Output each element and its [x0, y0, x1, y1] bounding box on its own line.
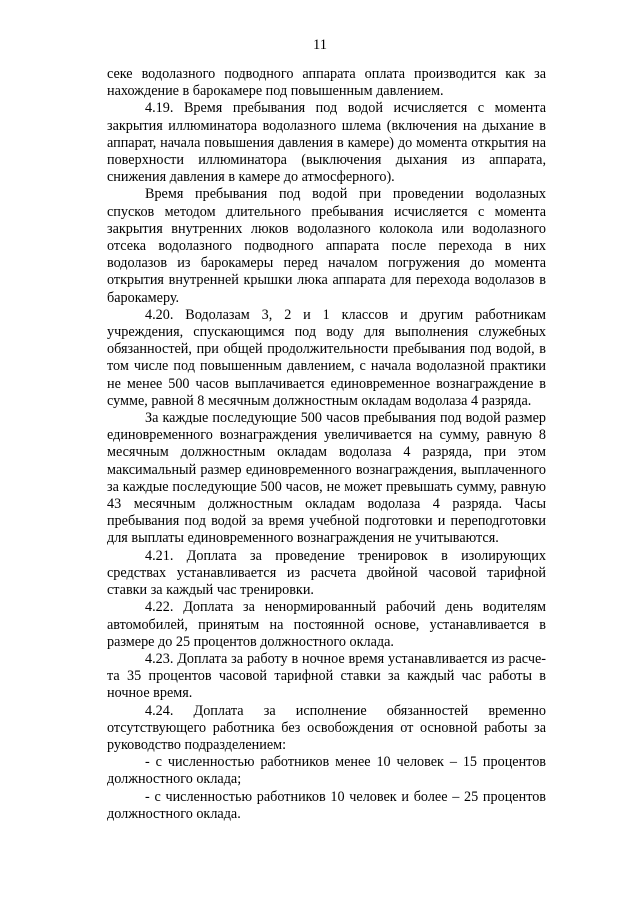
page-number: 11 [313, 37, 327, 53]
paragraph-4-21: 4.21. Доплата за проведение тренировок в изолирующих средствах устанавливается из расчета двойной часовой тарифной ставки за каждый час тренировки. [107, 547, 546, 599]
paragraph-4-23: 4.23. Доплата за работу в ночное время устанавливается из расчета 35 процентов часовой тарифной ставки за каждый час работы в ночное время. [107, 650, 546, 702]
paragraph-4-22: 4.22. Доплата за ненормированный рабочий день водителям автомобилей, принятым на постоянной основе, устанавливается в размере до 25 процентов должностного оклада. [107, 599, 546, 650]
paragraph-4-19-long-stay: Время пребывания под водой при проведении водолазных спусков методом длительного пребывания исчисляется с момента закрытия внутренних люков водолазного колокола или водолазного отсека водолазного подводного аппарата после перехода в них водолазов из барокамеры перед началом погружения до момента открытия внутренней крышки люка аппарата для перехода водолазов в барокамеру. [107, 186, 546, 306]
paragraph-4-19: 4.19. Время пребывания под водой исчисляется с момента закрытия иллюминатора водолазного шлема (включения на дыхание в аппарат, начала повышения давления в камере) до момента открытия на поверхности иллюминатора (выключения дыхания из аппарата, снижения давления в камере до атмосферного). [107, 100, 546, 186]
paragraph-4-20-subsequent-hours: За каждые последующие 500 часов пребывания под водой размер единовременного вознаграждения увеличивается на сумму, равную 8 месячным должностным окладам водолаза 4 разряда, при этом максимальный размер единовременного вознаграждения, выплаченного за каждые последующие 500 часов, не может превышать сумму, равную 43 месячным должностным окладам водолаза 4 разряда. Часы пребывания под водой за время учебной подготовки и переподготовки для выплаты единовременного вознаграждения не учитываются. [107, 410, 546, 547]
list-item-10-and-more: - с численностью работников 10 человек и более – 25 процентов должностного оклада. [107, 788, 546, 822]
document-body [107, 66, 546, 823]
paragraph-4-20: 4.20. Водолазам 3, 2 и 1 классов и другим работникам учреждения, спускающимся под воду для выполнения служебных обязанностей, при общей продолжительности пребывания под водой, в том числе под повышенным давлением, с начала водолазной практики не менее 500 часов выплачивается единовременное вознаграждение в сумме, равной 8 месячным должностным окладам водолаза 4 разряда. [107, 306, 546, 409]
paragraph-4-24: 4.24. Доплата за исполнение обязанностей временно отсутствующего работника без освобождения от основной работы за руководство подразделением: [107, 702, 546, 753]
paragraph-continuation: секе водолазного подводного аппарата оплата производится как за нахождение в барокамере под повышенным давлением. [107, 66, 546, 100]
list-item-under-10: - с численностью работников менее 10 человек – 15 процентов должностного оклада; [107, 754, 546, 788]
